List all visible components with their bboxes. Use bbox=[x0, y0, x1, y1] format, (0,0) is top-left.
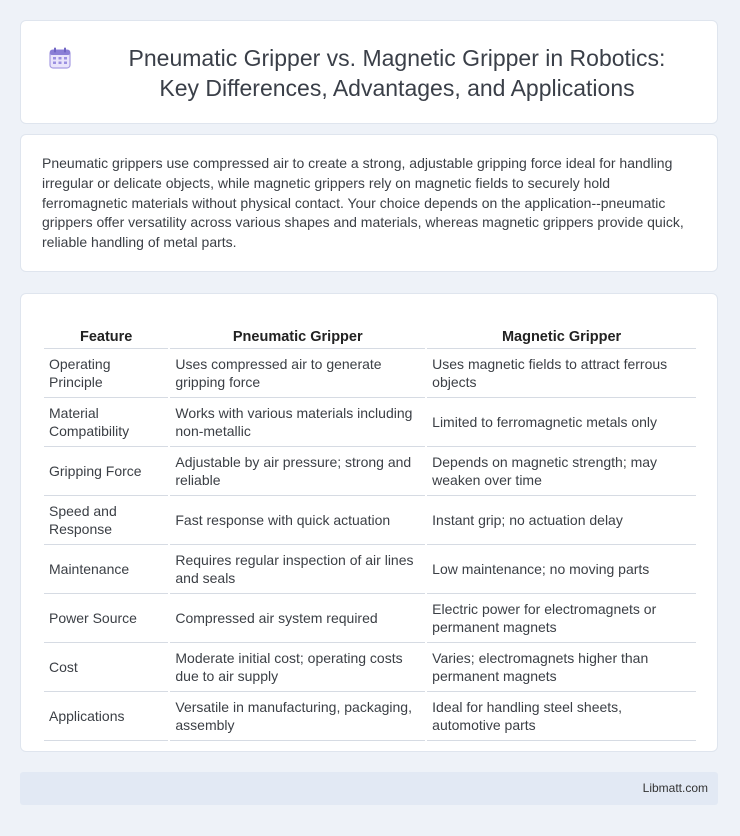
intro-paragraph: Pneumatic grippers use compressed air to create a strong, adjustable gripping force ideal for handling irregular or delicate objects, while magnetic grippers rely on magnetic fields to securely hold ferromagnetic materials without physical contact. Your choice depends on the application--pneumatic grippers offer versatility across various shapes and materials, whereas magnetic grippers provide quick, reliable handling of metal parts. bbox=[42, 155, 684, 251]
table-row bbox=[44, 447, 696, 496]
cell-feature: Operating Principle bbox=[44, 349, 168, 398]
cell-feature: Material Compatibility bbox=[44, 398, 168, 447]
header-feature: Feature bbox=[44, 314, 168, 349]
cell-magnetic: Depends on magnetic strength; may weaken over time bbox=[427, 447, 696, 496]
table-row bbox=[44, 349, 696, 398]
cell-pneumatic: Adjustable by air pressure; strong and reliable bbox=[170, 447, 425, 496]
cell-feature: Applications bbox=[44, 692, 168, 741]
table-row bbox=[44, 643, 696, 692]
page-title: Pneumatic Gripper vs. Magnetic Gripper in Robotics: Key Differences, Advantages, and Applications bbox=[128, 45, 666, 101]
cell-pneumatic: Moderate initial cost; operating costs due to air supply bbox=[170, 643, 425, 692]
cell-pneumatic: Fast response with quick actuation bbox=[170, 496, 425, 545]
table-row bbox=[44, 496, 696, 545]
comparison-card bbox=[20, 293, 718, 752]
table-row bbox=[44, 398, 696, 447]
cell-pneumatic: Versatile in manufacturing, packaging, assembly bbox=[170, 692, 425, 741]
cell-magnetic: Instant grip; no actuation delay bbox=[427, 496, 696, 545]
cell-feature: Maintenance bbox=[44, 545, 168, 594]
cell-feature: Power Source bbox=[44, 594, 168, 643]
header-magnetic: Magnetic Gripper bbox=[427, 314, 696, 349]
cell-magnetic: Low maintenance; no moving parts bbox=[427, 545, 696, 594]
cell-magnetic: Limited to ferromagnetic metals only bbox=[427, 398, 696, 447]
cell-feature: Cost bbox=[44, 643, 168, 692]
cell-pneumatic: Requires regular inspection of air lines and seals bbox=[170, 545, 425, 594]
footer-site-link[interactable]: Libmatt.com bbox=[642, 781, 708, 795]
table-header-row bbox=[44, 314, 696, 349]
table-row bbox=[44, 692, 696, 741]
cell-pneumatic: Works with various materials including non-metallic bbox=[170, 398, 425, 447]
cell-pneumatic: Compressed air system required bbox=[170, 594, 425, 643]
cell-feature: Gripping Force bbox=[44, 447, 168, 496]
footer-bar bbox=[20, 772, 718, 805]
cell-magnetic: Electric power for electromagnets or permanent magnets bbox=[427, 594, 696, 643]
intro-card bbox=[20, 134, 718, 272]
cell-feature: Speed and Response bbox=[44, 496, 168, 545]
cell-pneumatic: Uses compressed air to generate gripping force bbox=[170, 349, 425, 398]
table-row bbox=[44, 594, 696, 643]
cell-magnetic: Varies; electromagnets higher than permanent magnets bbox=[427, 643, 696, 692]
cell-magnetic: Uses magnetic fields to attract ferrous objects bbox=[427, 349, 696, 398]
comparison-table bbox=[42, 314, 698, 741]
table-row bbox=[44, 545, 696, 594]
header-pneumatic: Pneumatic Gripper bbox=[170, 314, 425, 349]
title-card bbox=[20, 20, 718, 124]
cell-magnetic: Ideal for handling steel sheets, automotive parts bbox=[427, 692, 696, 741]
